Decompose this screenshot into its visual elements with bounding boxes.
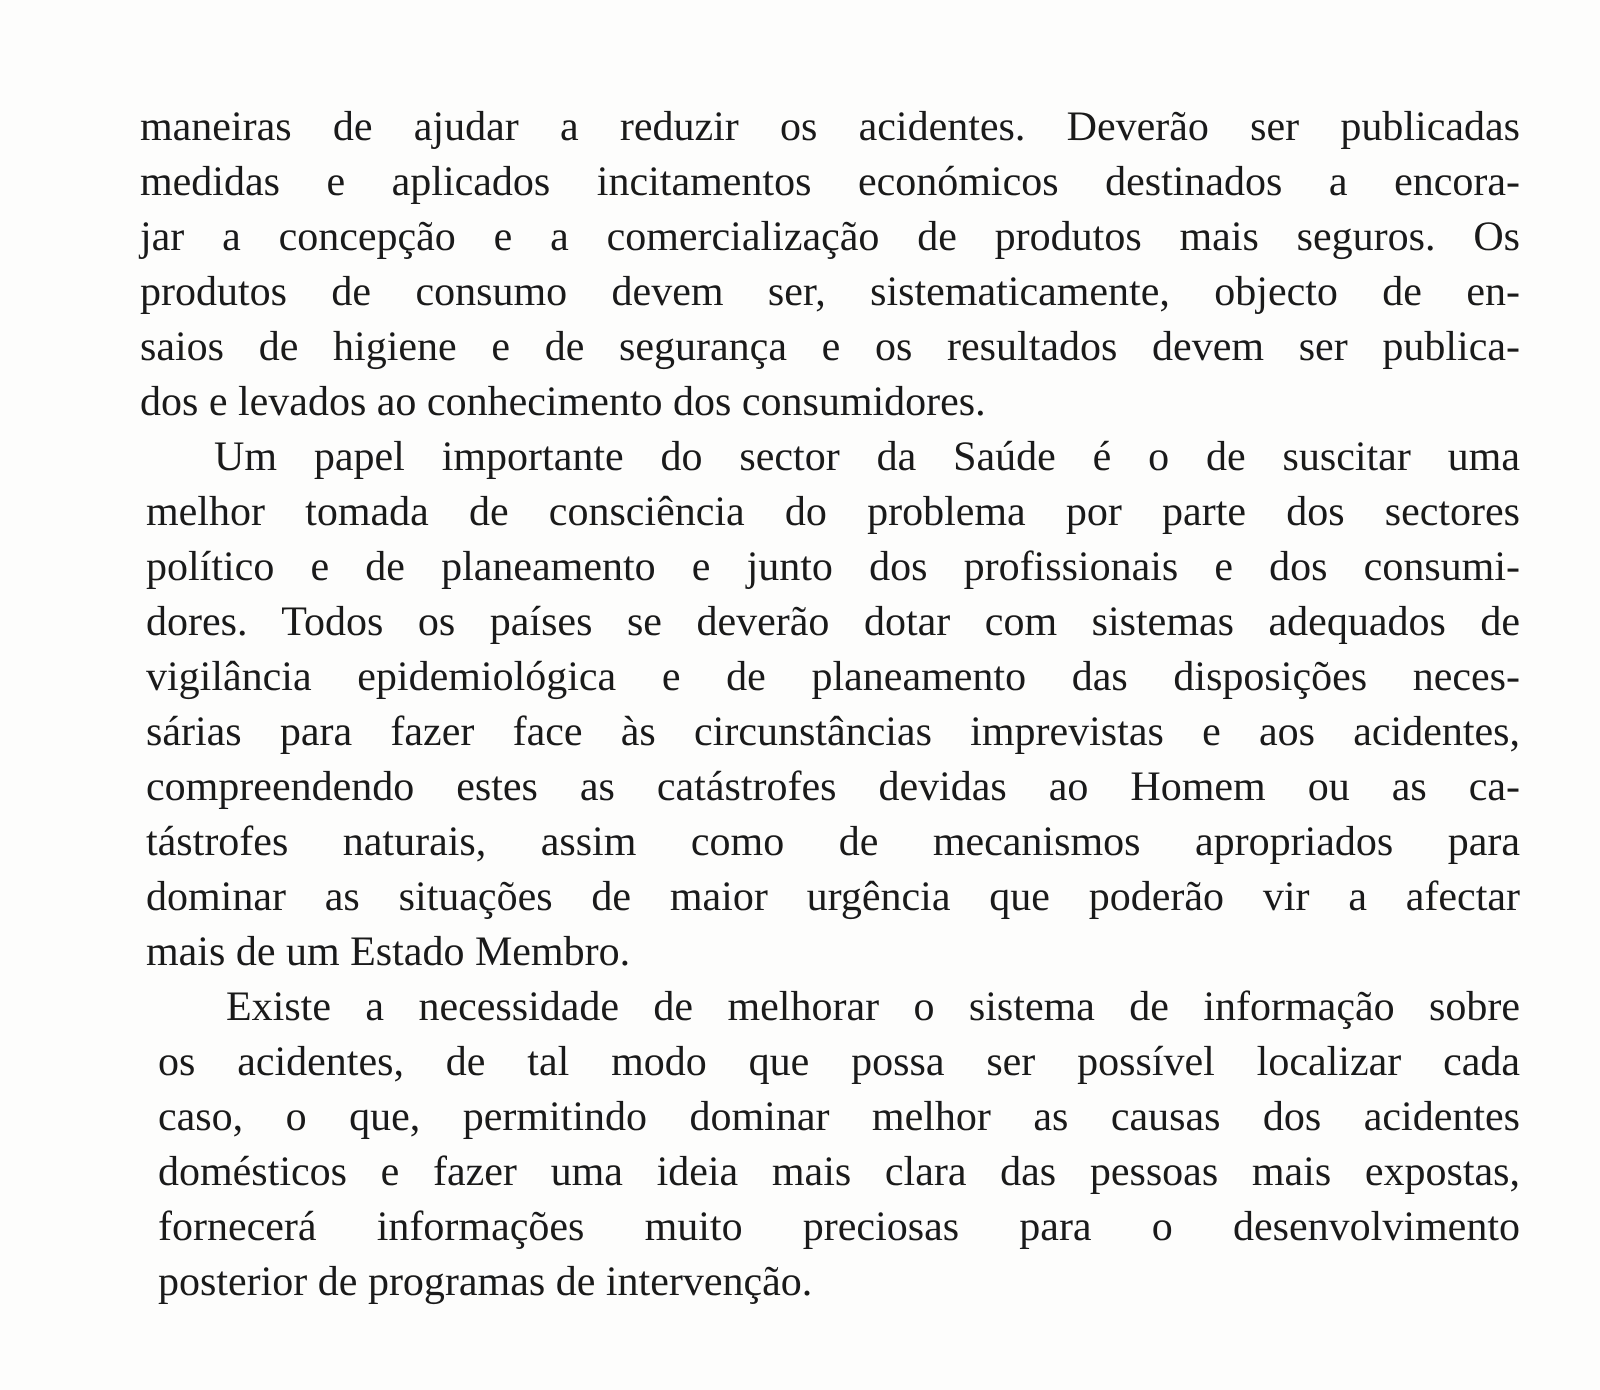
- text-line: jar a concepção e a comercialização de produtos mais seguros. Os: [140, 214, 1520, 260]
- text-line: fornecerá informações muito preciosas para o desenvolvimento: [158, 1204, 1520, 1250]
- text-line: dores. Todos os países se deverão dotar com sistemas adequados de: [146, 599, 1520, 645]
- text-line: os acidentes, de tal modo que possa ser possível localizar cada: [158, 1039, 1520, 1085]
- paragraph-health-sector-role: [146, 430, 1520, 980]
- text-line: dominar as situações de maior urgência que poderão vir a afectar: [146, 874, 1520, 920]
- text-line: vigilância epidemiológica e de planeamento das disposições neces-: [146, 654, 1520, 700]
- paragraph-accident-measures: [140, 100, 1520, 430]
- text-line: compreendendo estes as catástrofes devidas ao Homem ou as ca-: [146, 764, 1520, 810]
- text-line: mais de um Estado Membro.: [146, 929, 631, 975]
- text-line: caso, o que, permitindo dominar melhor as causas dos acidentes: [158, 1094, 1520, 1140]
- text-line: Existe a necessidade de melhorar o sistema de informação sobre: [226, 984, 1520, 1030]
- text-line: medidas e aplicados incitamentos económicos destinados a encora-: [140, 159, 1520, 205]
- text-line: Um papel importante do sector da Saúde é o de suscitar uma: [214, 434, 1520, 480]
- text-line: domésticos e fazer uma ideia mais clara das pessoas mais expostas,: [158, 1149, 1520, 1195]
- text-line: político e de planeamento e junto dos profissionais e dos consumi-: [146, 544, 1520, 590]
- text-line: dos e levados ao conhecimento dos consumidores.: [140, 379, 986, 425]
- text-line: produtos de consumo devem ser, sistematicamente, objecto de en-: [140, 269, 1520, 315]
- text-line: posterior de programas de intervenção.: [158, 1259, 813, 1305]
- text-line: tástrofes naturais, assim como de mecanismos apropriados para: [146, 819, 1520, 865]
- text-line: saios de higiene e de segurança e os resultados devem ser publica-: [140, 324, 1520, 370]
- text-line: maneiras de ajudar a reduzir os acidentes. Deverão ser publicadas: [140, 104, 1520, 150]
- text-line: sárias para fazer face às circunstâncias imprevistas e aos acidentes,: [146, 709, 1520, 755]
- paragraph-information-system: [158, 980, 1520, 1310]
- text-line: melhor tomada de consciência do problema por parte dos sectores: [146, 489, 1520, 535]
- body-text: [140, 100, 1520, 1310]
